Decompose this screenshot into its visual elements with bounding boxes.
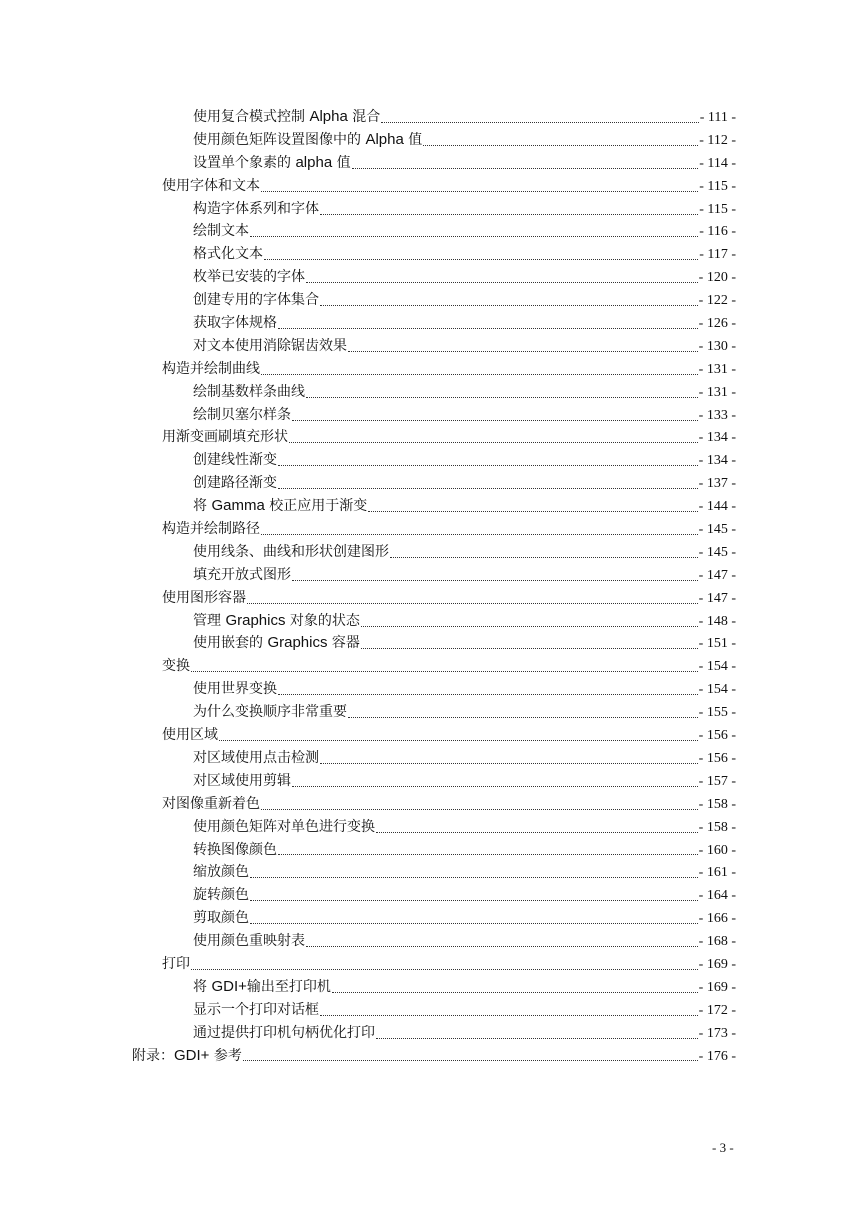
toc-entry[interactable] [193,747,736,770]
toc-dot-leader [292,786,698,787]
toc-entry-title: 变换 [162,658,190,675]
toc-dot-leader [320,763,698,764]
toc-entry[interactable] [193,839,736,862]
toc-entry[interactable] [193,632,736,655]
toc-entry[interactable] [193,976,736,999]
toc-entry-page: - 164 - [698,888,736,904]
toc-entry-page: - 168 - [698,934,736,950]
toc-entry-page: - 145 - [698,544,736,560]
toc-entry-page: - 169 - [698,979,736,995]
table-of-contents [0,106,868,1067]
toc-entry-page: - 131 - [698,384,736,400]
toc-entry[interactable] [193,770,736,793]
toc-entry[interactable] [193,289,736,312]
toc-dot-leader [361,648,698,649]
page-number: - 3 - [712,1140,734,1155]
toc-entry-title: 格式化文本 [193,246,263,263]
toc-dot-leader [306,397,698,398]
toc-entry-page: - 173 - [698,1025,736,1041]
toc-entry-title: 设置单个象素的 alpha 值 [193,153,351,171]
toc-entry-title: 缩放颜色 [193,864,249,881]
toc-dot-leader [247,603,698,604]
toc-dot-leader [320,214,698,215]
toc-entry-title: 剪取颜色 [193,910,249,927]
toc-dot-leader [264,259,698,260]
toc-entry-page: - 156 - [698,750,736,766]
toc-entry[interactable] [193,449,736,472]
toc-entry-title: 使用世界变换 [193,681,277,698]
toc-dot-leader [376,1038,698,1039]
toc-dot-leader [261,191,698,192]
toc-entry-title: 将 GDI+输出至打印机 [193,977,331,995]
toc-entry-title: 创建专用的字体集合 [193,292,319,309]
toc-entry-title: 将 Gamma 校正应用于渐变 [193,497,368,515]
toc-entry-title: 使用字体和文本 [162,177,260,194]
toc-entry-page: - 176 - [698,1048,736,1064]
toc-entry-page: - 158 - [698,796,736,812]
toc-entry-page: - 131 - [698,361,736,377]
toc-entry-title: 管理 Graphics 对象的状态 [193,611,360,629]
toc-entry-title: 获取字体规格 [193,315,277,332]
toc-entry-title: 创建路径渐变 [193,475,277,492]
toc-entry-page: - 134 - [698,430,736,446]
toc-entry-page: - 137 - [698,476,736,492]
toc-entry-page: - 134 - [698,453,736,469]
toc-entry-title: 绘制基数样条曲线 [193,383,305,400]
toc-entry-page: - 116 - [699,224,736,240]
toc-entry-title: 使用区域 [162,727,218,744]
toc-entry-title: 附录：GDI+ 参考 [132,1046,242,1064]
toc-entry[interactable] [193,861,736,884]
toc-entry-page: - 114 - [699,155,736,171]
toc-entry-page: - 160 - [698,842,736,858]
toc-dot-leader [278,694,698,695]
toc-entry-title: 构造字体系列和字体 [193,200,319,217]
toc-entry[interactable] [162,358,736,381]
toc-dot-leader [348,717,698,718]
toc-dot-leader [219,740,698,741]
toc-entry-title: 对区域使用点击检测 [193,749,319,766]
toc-entry-page: - 120 - [698,270,736,286]
toc-dot-leader [292,580,698,581]
toc-entry-page: - 115 - [699,201,736,217]
toc-entry-title: 使用线条、曲线和形状创建图形 [193,543,389,560]
toc-dot-leader [278,328,698,329]
toc-dot-leader [250,877,698,878]
toc-entry[interactable] [193,930,736,953]
toc-dot-leader [250,236,698,237]
toc-entry[interactable] [193,678,736,701]
toc-entry-title: 构造并绘制路径 [162,521,260,538]
toc-dot-leader [250,900,698,901]
toc-entry[interactable] [162,793,736,816]
toc-dot-leader [376,832,698,833]
toc-dot-leader [306,946,698,947]
toc-entry[interactable] [193,129,736,152]
toc-dot-leader [278,488,698,489]
toc-entry-title: 使用颜色矩阵对单色进行变换 [193,818,375,835]
toc-entry[interactable] [193,610,736,633]
toc-dot-leader [352,168,699,169]
toc-entry[interactable] [193,1022,736,1045]
toc-entry-page: - 161 - [698,865,736,881]
toc-entry-title: 使用嵌套的 Graphics 容器 [193,634,360,652]
toc-entry-page: - 112 - [699,132,736,148]
toc-entry[interactable] [193,701,736,724]
toc-entry[interactable] [193,335,736,358]
toc-entry[interactable] [193,266,736,289]
toc-dot-leader [261,809,698,810]
toc-entry[interactable] [162,953,736,976]
toc-entry-page: - 151 - [698,636,736,652]
toc-entry[interactable] [162,587,736,610]
toc-entry-page: - 117 - [699,247,736,263]
toc-dot-leader [423,145,698,146]
toc-entry-title: 构造并绘制曲线 [162,360,260,377]
toc-entry[interactable] [193,907,736,930]
toc-entry[interactable] [193,220,736,243]
toc-entry[interactable] [162,655,736,678]
toc-entry-page: - 115 - [699,178,736,194]
toc-entry[interactable] [193,884,736,907]
toc-dot-leader [348,351,698,352]
toc-dot-leader [292,420,698,421]
toc-entry[interactable] [193,106,736,129]
toc-entry-page: - 148 - [698,613,736,629]
toc-dot-leader [261,374,698,375]
toc-entry[interactable] [193,472,736,495]
toc-dot-leader [381,122,698,123]
toc-entry-title: 为什么变换顺序非常重要 [193,704,347,721]
toc-entry-title: 对图像重新着色 [162,795,260,812]
toc-dot-leader [250,923,698,924]
toc-entry-page: - 130 - [698,338,736,354]
toc-entry[interactable] [162,518,736,541]
toc-entry[interactable] [193,495,736,518]
toc-entry-page: - 157 - [698,773,736,789]
toc-dot-leader [191,671,698,672]
toc-entry[interactable] [132,1045,736,1068]
toc-dot-leader [191,969,698,970]
toc-entry-title: 枚举已安装的字体 [193,269,305,286]
toc-entry[interactable] [193,999,736,1022]
toc-entry-page: - 144 - [698,499,736,515]
toc-entry-title: 通过提供打印机句柄优化打印 [193,1024,375,1041]
toc-entry-title: 使用复合模式控制 Alpha 混合 [193,108,381,125]
toc-entry-title: 绘制贝塞尔样条 [193,406,291,423]
toc-entry-page: - 126 - [698,316,736,332]
toc-entry-title: 打印 [162,955,190,972]
toc-dot-leader [368,511,697,512]
toc-entry[interactable] [193,816,736,839]
toc-dot-leader [261,534,698,535]
toc-dot-leader [243,1060,698,1061]
toc-entry-page: - 122 - [698,293,736,309]
toc-entry-page: - 133 - [698,407,736,423]
toc-entry-title: 对区域使用剪辑 [193,772,291,789]
toc-entry-title: 创建线性渐变 [193,452,277,469]
toc-entry[interactable] [162,426,736,449]
toc-entry[interactable] [193,564,736,587]
toc-dot-leader [320,305,698,306]
toc-entry-page: - 172 - [698,1002,736,1018]
toc-entry-title: 使用颜色重映射表 [193,933,305,950]
toc-entry-title: 旋转颜色 [193,887,249,904]
toc-entry-title: 填充开放式图形 [193,566,291,583]
toc-entry-page: - 169 - [698,956,736,972]
toc-entry-page: - 154 - [698,659,736,675]
toc-entry[interactable] [193,152,736,175]
toc-entry[interactable] [193,541,736,564]
toc-entry-page: - 111 - [699,110,736,125]
toc-entry[interactable] [193,381,736,404]
toc-dot-leader [278,854,698,855]
toc-entry[interactable] [193,243,736,266]
toc-entry[interactable] [162,175,736,198]
toc-entry-page: - 156 - [698,728,736,744]
toc-entry-page: - 155 - [698,705,736,721]
toc-entry-title: 转换图像颜色 [193,841,277,858]
toc-entry-page: - 147 - [698,590,736,606]
toc-entry-title: 使用图形容器 [162,589,246,606]
toc-entry-page: - 154 - [698,682,736,698]
toc-dot-leader [278,465,698,466]
toc-entry-title: 使用颜色矩阵设置图像中的 Alpha 值 [193,130,423,148]
toc-entry-title: 绘制文本 [193,223,249,240]
toc-dot-leader [289,442,698,443]
toc-dot-leader [390,557,698,558]
toc-entry-title: 显示一个打印对话框 [193,1001,319,1018]
toc-entry[interactable] [193,404,736,427]
toc-entry-page: - 147 - [698,567,736,583]
toc-entry-title: 用渐变画刷填充形状 [162,429,288,446]
toc-entry-page: - 145 - [698,522,736,538]
toc-dot-leader [320,1015,698,1016]
toc-entry-page: - 158 - [698,819,736,835]
toc-entry-page: - 166 - [698,911,736,927]
toc-entry[interactable] [193,198,736,221]
toc-dot-leader [332,992,698,993]
toc-entry[interactable] [193,312,736,335]
toc-dot-leader [306,282,698,283]
toc-dot-leader [361,626,698,627]
toc-entry-title: 对文本使用消除锯齿效果 [193,337,347,354]
toc-entry[interactable] [162,724,736,747]
